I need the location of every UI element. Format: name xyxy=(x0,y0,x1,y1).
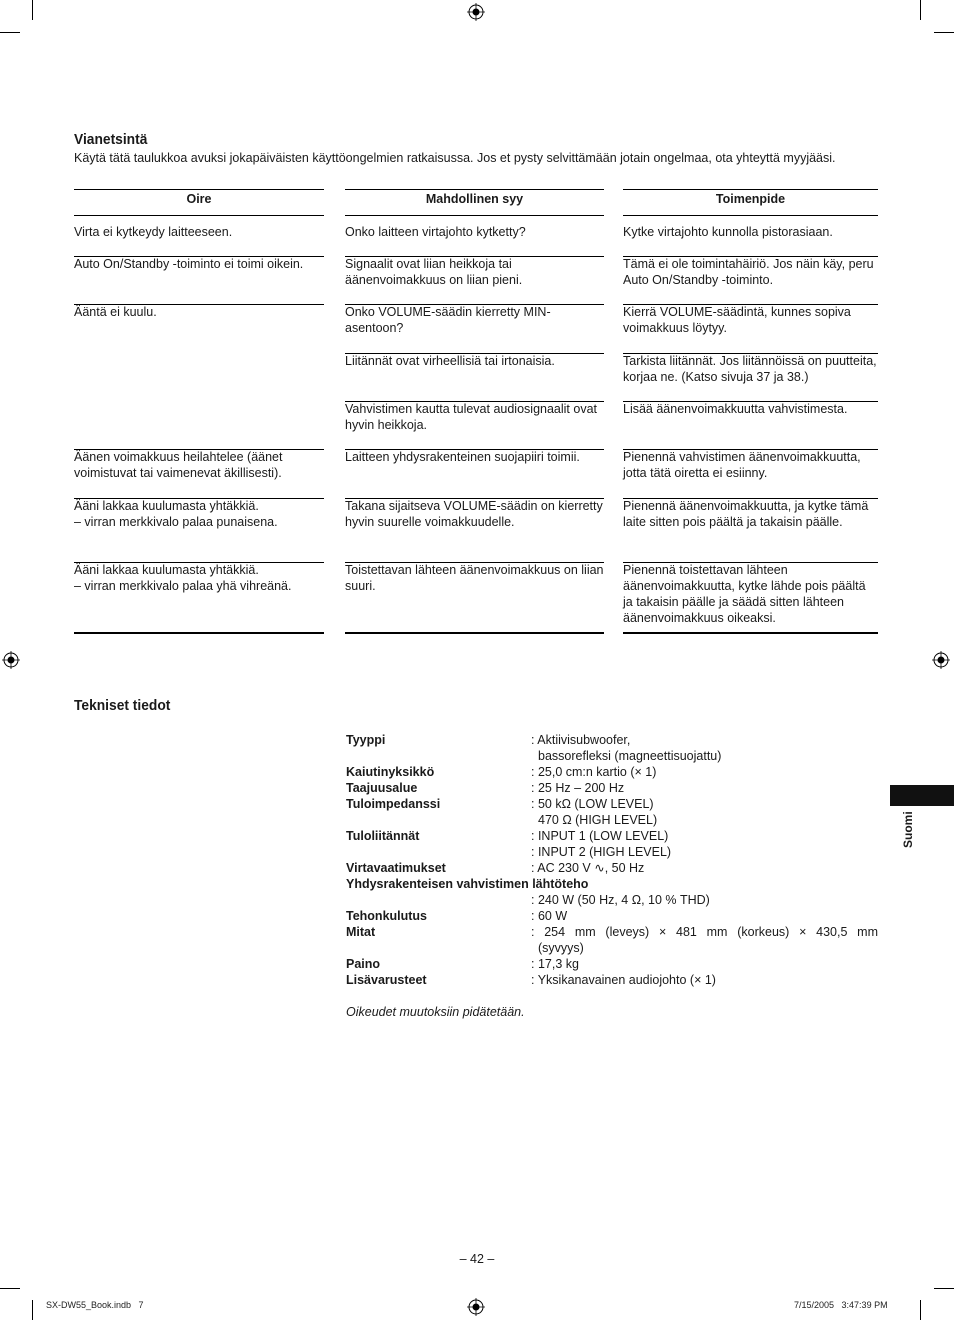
spec-label: Lisävarusteet xyxy=(346,973,427,987)
table-rule xyxy=(623,498,878,499)
crop-mark xyxy=(0,1288,20,1289)
column-header-action: Toimenpide xyxy=(715,192,786,206)
spec-value: : 25,0 cm:n kartio (× 1) xyxy=(531,765,657,779)
table-rule xyxy=(345,401,604,402)
table-rule xyxy=(74,498,324,499)
table-cell-cause: Onko laitteen virtajohto kytketty? xyxy=(345,225,526,239)
registration-mark-icon xyxy=(2,651,20,669)
spec-label: Kaiutinyksikkö xyxy=(346,765,435,779)
troubleshooting-intro: Käytä tätä taulukkoa avuksi jokapäiväisten käyttöongelmien ratkaisussa. Jos et pysty selvittämään jotain ongelmaa, ota yhteyttä myyjääsi. xyxy=(74,151,836,165)
table-rule xyxy=(345,632,604,634)
table-cell-action: Pienennä vahvistimen äänenvoimakkuutta, jotta tätä oiretta ei esiinny. xyxy=(623,450,861,480)
table-cell-cause: Takana sijaitseva VOLUME-säädin on kierretty hyvin suurelle voimakkuudelle. xyxy=(345,499,603,529)
table-rule xyxy=(74,304,324,305)
spec-label: Mitat xyxy=(346,925,376,939)
table-rule xyxy=(623,189,878,190)
spec-label: Paino xyxy=(346,957,381,971)
table-cell-symptom: Virta ei kytkeydy laitteeseen. xyxy=(74,225,233,239)
table-rule xyxy=(74,449,324,450)
table-rule xyxy=(74,632,324,634)
table-rule xyxy=(345,304,604,305)
spec-label: Tyyppi xyxy=(346,733,386,747)
table-rule xyxy=(623,449,878,450)
spec-label: Tuloimpedanssi xyxy=(346,797,441,811)
table-cell-symptom: Ääni lakkaa kuulumasta yhtäkkiä. – virran merkkivalo palaa punaisena. xyxy=(74,499,278,529)
table-rule xyxy=(345,498,604,499)
table-cell-symptom: Ääntä ei kuulu. xyxy=(74,305,157,319)
crop-mark xyxy=(32,0,33,20)
spec-value: : Yksikanavainen audiojohto (× 1) xyxy=(531,973,716,987)
table-cell-cause: Laitteen yhdysrakenteinen suojapiiri toimii. xyxy=(345,450,580,464)
table-cell-cause: Onko VOLUME-säädin kierretty MIN-asentoon? xyxy=(345,305,551,335)
table-cell-cause: Vahvistimen kautta tulevat audiosignaalit ovat hyvin heikkoja. xyxy=(345,402,598,432)
table-rule xyxy=(74,215,324,216)
table-rule xyxy=(345,562,604,563)
table-rule xyxy=(345,256,604,257)
table-cell-action: Kierrä VOLUME-säädintä, kunnes sopiva voimakkuus löytyy. xyxy=(623,305,851,335)
table-rule xyxy=(623,304,878,305)
table-rule xyxy=(623,562,878,563)
table-rule xyxy=(345,215,604,216)
table-cell-symptom: Auto On/Standby -toiminto ei toimi oikein. xyxy=(74,257,304,271)
table-cell-cause: Liitännät ovat virheellisiä tai irtonaisia. xyxy=(345,354,555,368)
crop-mark xyxy=(934,1288,954,1289)
table-cell-action: Tämä ei ole toimintahäiriö. Jos näin käy, peru Auto On/Standby -toiminto. xyxy=(623,257,874,287)
table-cell-cause: Signaalit ovat liian heikkoja tai äänenvoimakkuus on liian pieni. xyxy=(345,257,523,287)
table-cell-action: Kytke virtajohto kunnolla pistorasiaan. xyxy=(623,225,833,239)
registration-mark-icon xyxy=(467,1298,485,1316)
spec-label: Tehonkulutus xyxy=(346,909,428,923)
table-rule xyxy=(345,449,604,450)
spec-label: Yhdysrakenteisen vahvistimen lähtöteho xyxy=(346,877,589,891)
footer-timestamp: 7/15/2005 3:47:39 PM xyxy=(794,1300,888,1310)
specs-note: Oikeudet muutoksiin pidätetään. xyxy=(346,1005,525,1019)
troubleshooting-title: Vianetsintä xyxy=(74,131,148,148)
table-cell-action: Lisää äänenvoimakkuutta vahvistimesta. xyxy=(623,402,848,416)
spec-value: : AC 230 V ∿, 50 Hz xyxy=(531,861,645,875)
table-cell-symptom: Äänen voimakkuus heilahtelee (äänet voimistuvat tai vaimenevat äkillisesti). xyxy=(74,450,283,480)
page-number: – 42 – xyxy=(459,1252,495,1266)
spec-value: : 254 mm (leveys) × 481 mm (korkeus) × 430,5 mm xyxy=(531,925,878,939)
table-rule xyxy=(623,401,878,402)
registration-mark-icon xyxy=(467,3,485,21)
crop-mark xyxy=(934,32,954,33)
table-rule xyxy=(623,215,878,216)
table-cell-action: Pienennä äänenvoimakkuutta, ja kytke tämä laite sitten pois päältä ja takaisin päälle. xyxy=(623,499,869,529)
language-tab xyxy=(890,785,954,806)
table-rule xyxy=(345,353,604,354)
registration-mark-icon xyxy=(932,651,950,669)
column-header-cause: Mahdollinen syy xyxy=(425,192,524,206)
spec-label: Taajuusalue xyxy=(346,781,418,795)
spec-value: : 50 kΩ (LOW LEVEL) xyxy=(531,797,654,811)
table-rule xyxy=(345,189,604,190)
table-cell-action: Pienennä toistettavan lähteen äänenvoimakkuutta, kytke lähde pois päältä ja takaisin päälle ja säädä sitten lähteen äänenvoimakkuus oikeaksi. xyxy=(623,563,866,625)
table-rule xyxy=(74,562,324,563)
spec-value-continued: 470 Ω (HIGH LEVEL) xyxy=(538,813,658,827)
table-cell-symptom: Ääni lakkaa kuulumasta yhtäkkiä. – virran merkkivalo palaa yhä vihreänä. xyxy=(74,563,292,593)
table-cell-cause: Toistettavan lähteen äänenvoimakkuus on liian suuri. xyxy=(345,563,604,593)
table-rule xyxy=(623,353,878,354)
crop-mark xyxy=(0,32,20,33)
table-rule xyxy=(623,256,878,257)
table-rule xyxy=(623,632,878,634)
spec-value: : 240 W (50 Hz, 4 Ω, 10 % THD) xyxy=(531,893,710,907)
footer-file: SX-DW55_Book.indb 7 xyxy=(46,1300,144,1310)
table-rule xyxy=(74,189,324,190)
spec-value: : 60 W xyxy=(531,909,568,923)
table-rule xyxy=(74,256,324,257)
spec-value: : Aktiivisubwoofer, xyxy=(531,733,631,747)
language-label: Suomi xyxy=(901,811,915,848)
specs-title: Tekniset tiedot xyxy=(74,697,171,714)
table-cell-action: Tarkista liitännät. Jos liitännöissä on puutteita, korjaa ne. (Katso sivuja 37 ja 38.) xyxy=(623,354,877,384)
spec-value-continued: : INPUT 2 (HIGH LEVEL) xyxy=(531,845,672,859)
spec-value: : INPUT 1 (LOW LEVEL) xyxy=(531,829,669,843)
crop-mark xyxy=(920,1300,921,1320)
crop-mark xyxy=(32,1300,33,1320)
spec-value-continued: bassorefleksi (magneettisuojattu) xyxy=(538,749,722,763)
column-header-symptom: Oire xyxy=(186,192,212,206)
spec-value: : 25 Hz – 200 Hz xyxy=(531,781,625,795)
spec-value-continued: (syvyys) xyxy=(538,941,584,955)
spec-label: Virtavaatimukset xyxy=(346,861,446,875)
crop-mark xyxy=(920,0,921,20)
spec-value: : 17,3 kg xyxy=(531,957,579,971)
spec-label: Tuloliitännät xyxy=(346,829,420,843)
